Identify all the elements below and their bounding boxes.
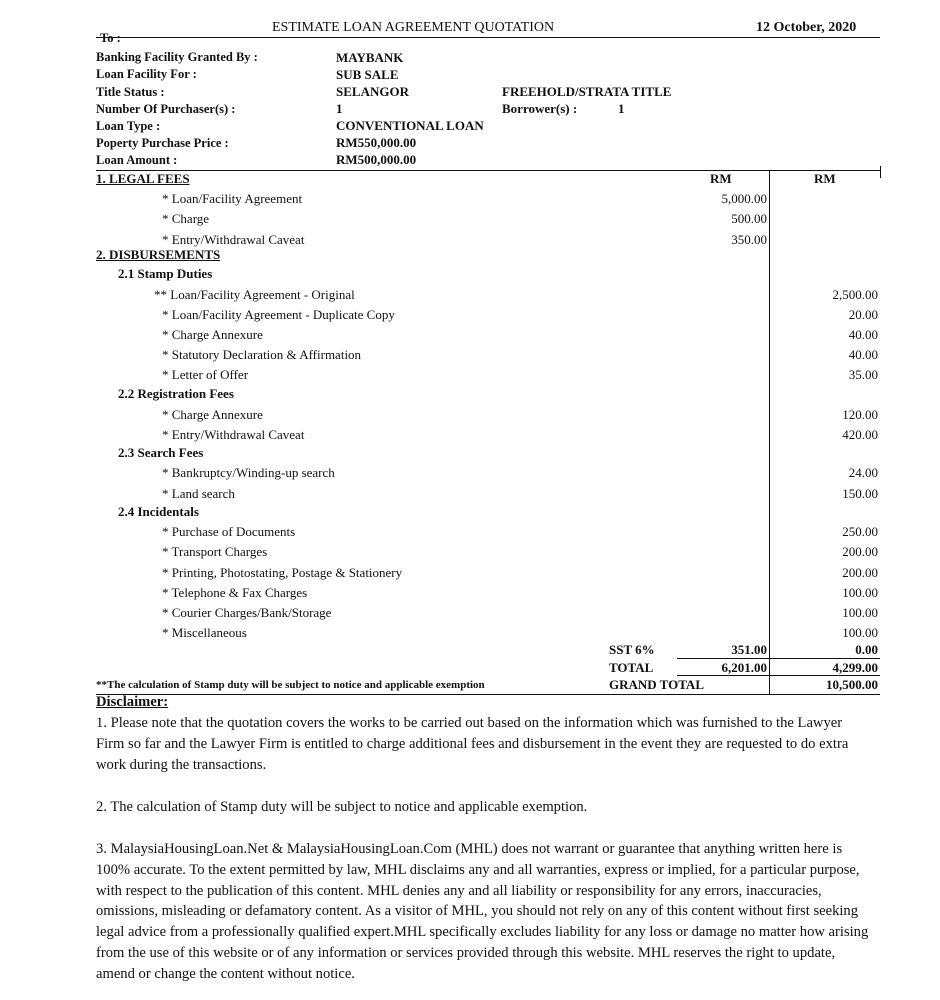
line-item-label: * Charge Annexure xyxy=(162,327,263,342)
line-item-label: * Letter of Offer xyxy=(162,367,249,382)
detail-label: Number Of Purchaser(s) : xyxy=(96,102,236,116)
line-item-label: * Land search xyxy=(162,486,235,501)
line-item-label: * Purchase of Documents xyxy=(162,524,296,539)
disclaimer-paragraph-1: 1. Please note that the quotation covers the works to be carried out based on the information which was furnished to the Lawyer Firm so far and the Lawyer Firm is entitled to charge additional fees and disbursement in the event they are requested to do extra work during the transactions. xyxy=(96,715,849,773)
line-item-label: * Loan/Facility Agreement - Duplicate Copy xyxy=(162,307,395,322)
header-rule xyxy=(96,37,880,38)
detail-value: CONVENTIONAL LOAN xyxy=(336,118,484,133)
table-bottom-rule xyxy=(96,694,880,695)
line-item-amount: 120.00 xyxy=(842,407,878,422)
line-item-amount: 420.00 xyxy=(842,427,878,442)
line-item-label: * Entry/Withdrawal Caveat xyxy=(162,427,305,442)
line-item-label: * Statutory Declaration & Affirmation xyxy=(162,347,362,362)
stamp-duties-heading: 2.1 Stamp Duties xyxy=(118,266,213,281)
quotation-date: 12 October, 2020 xyxy=(756,20,857,35)
total-fees: 6,201.00 xyxy=(721,660,767,675)
column-edge xyxy=(880,166,881,178)
detail-label: Poperty Purchase Price : xyxy=(96,136,229,150)
line-item-label: * Charge Annexure xyxy=(162,407,263,422)
line-item-amount: 2,500.00 xyxy=(832,287,878,302)
line-item-amount: 35.00 xyxy=(848,367,878,382)
line-item-label: * Telephone & Fax Charges xyxy=(162,585,308,600)
grand-total-value: 10,500.00 xyxy=(826,677,878,692)
line-item-amount: 40.00 xyxy=(848,327,878,342)
line-item-label: * Courier Charges/Bank/Storage xyxy=(162,605,332,620)
line-item-amount: 500.00 xyxy=(731,211,767,226)
incidentals-heading: 2.4 Incidentals xyxy=(118,504,199,519)
line-item-label: * Loan/Facility Agreement xyxy=(162,191,303,206)
detail-label: Loan Facility For : xyxy=(96,67,197,81)
detail-value: MAYBANK xyxy=(336,50,404,65)
disclaimer-heading: Disclaimer: xyxy=(96,694,169,710)
line-item-label: * Bankruptcy/Winding-up search xyxy=(162,465,335,480)
title-type: FREEHOLD/STRATA TITLE xyxy=(502,84,672,99)
line-item-label: ** Loan/Facility Agreement - Original xyxy=(154,287,355,302)
line-item-amount: 250.00 xyxy=(842,524,878,539)
line-item-label: * Entry/Withdrawal Caveat xyxy=(162,232,305,247)
detail-label: Loan Type : xyxy=(96,119,161,133)
total-disbursements: 4,299.00 xyxy=(832,660,878,675)
search-fees-heading: 2.3 Search Fees xyxy=(118,445,204,460)
line-item-amount: 100.00 xyxy=(842,585,878,600)
detail-value: 1 xyxy=(336,101,343,116)
sst-label: SST 6% xyxy=(609,642,655,657)
line-item-amount: 100.00 xyxy=(842,605,878,620)
line-item-label: * Miscellaneous xyxy=(162,625,247,640)
total-label: TOTAL xyxy=(609,660,654,675)
line-item-amount: 20.00 xyxy=(848,307,878,322)
detail-label: Loan Amount : xyxy=(96,153,178,167)
disbursements-heading: 2. DISBURSEMENTS xyxy=(96,247,221,262)
line-item-amount: 350.00 xyxy=(731,232,767,247)
fees-column-header: RM xyxy=(710,171,732,186)
legal-fees-heading: 1. LEGAL FEES xyxy=(96,171,190,186)
detail-label: Title Status : xyxy=(96,85,165,99)
sst-disbursements: 0.00 xyxy=(855,642,878,657)
line-item-label: * Printing, Photostating, Postage & Stationery xyxy=(162,565,403,580)
line-item-amount: 24.00 xyxy=(848,465,878,480)
line-item-amount: 40.00 xyxy=(848,347,878,362)
document-title: ESTIMATE LOAN AGREEMENT QUOTATION xyxy=(272,20,555,35)
table-top-rule xyxy=(96,170,880,171)
line-item-amount: 5,000.00 xyxy=(721,191,767,206)
borrower-value: 1 xyxy=(618,101,625,116)
line-item-label: * Transport Charges xyxy=(162,544,268,559)
disbursement-column-header: RM xyxy=(814,171,836,186)
borrower-label: Borrower(s) : xyxy=(502,101,578,116)
detail-value: SELANGOR xyxy=(336,84,409,99)
to-label: To : xyxy=(100,31,121,45)
line-item-amount: 200.00 xyxy=(842,544,878,559)
detail-value: SUB SALE xyxy=(336,67,399,82)
totals-rule xyxy=(677,658,880,659)
line-item-label: * Charge xyxy=(162,211,210,226)
disclaimer-paragraph-3: 3. MalaysiaHousingLoan.Net & MalaysiaHousingLoan.Com (MHL) does not warrant or guarantee that anything written here is 100% accurate. To the extent permitted by law, MHL disclaims any and all warranties, express or implied, for a particular purpose, with respect to the publication of this content. MHL denies any and all liability or responsibility for any errors, inaccuracies, omissions, misleading or defamatory content. As a visitor of MHL, you should not rely on any of this content without first seeking legal advice from a professionally qualified expert.MHL specifically excludes liability for any loss or damage no matter how arising from the use of this website or of any information or services provided through this website. MHL reserves the right to update, amend or change the content without notice. xyxy=(96,841,869,982)
line-item-amount: 100.00 xyxy=(842,625,878,640)
line-item-amount: 200.00 xyxy=(842,565,878,580)
line-item-amount: 150.00 xyxy=(842,486,878,501)
stamp-duty-note: **The calculation of Stamp duty will be subject to notice and applicable exemption xyxy=(96,679,485,691)
disclaimer-paragraph-2: 2. The calculation of Stamp duty will be subject to notice and applicable exemption. xyxy=(96,799,588,815)
detail-label: Banking Facility Granted By : xyxy=(96,50,258,64)
totals-rule xyxy=(677,675,880,676)
grand-total-label: GRAND TOTAL xyxy=(609,677,704,692)
detail-value: RM550,000.00 xyxy=(336,135,417,150)
registration-fees-heading: 2.2 Registration Fees xyxy=(118,386,234,401)
detail-value: RM500,000.00 xyxy=(336,152,417,167)
sst-fees: 351.00 xyxy=(731,642,767,657)
